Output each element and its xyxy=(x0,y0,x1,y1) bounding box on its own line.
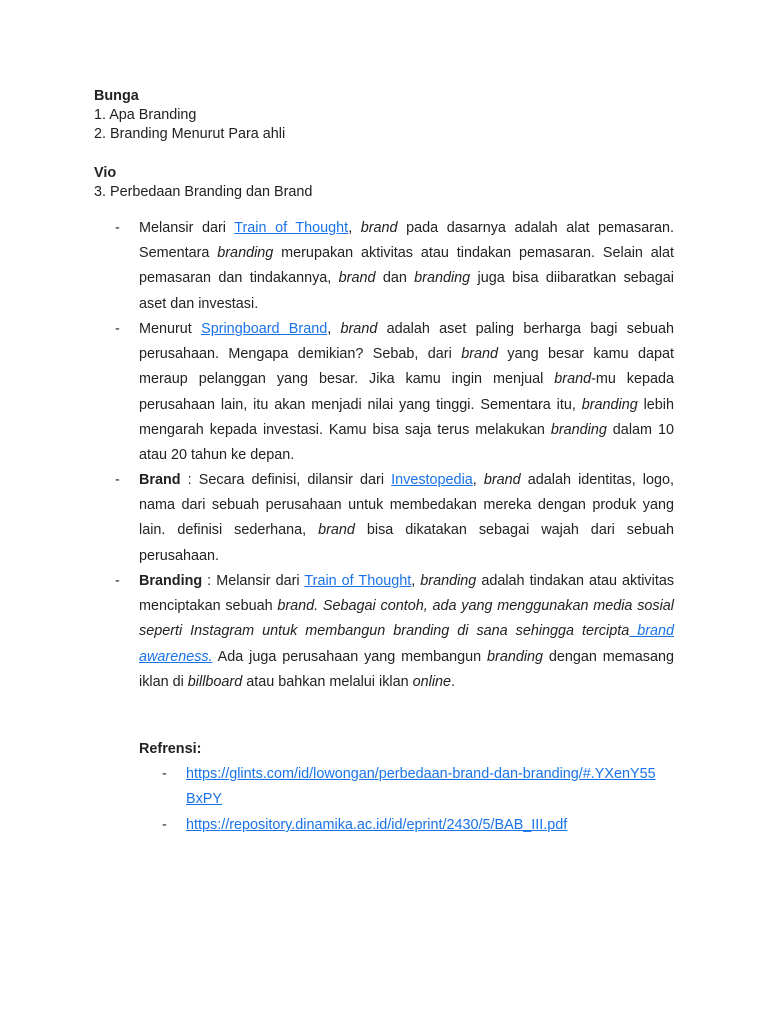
references-heading: Refrensi: xyxy=(139,741,202,757)
author-heading-vio: Vio xyxy=(94,165,117,181)
outline-item-1: 1. Apa Branding xyxy=(94,107,197,123)
bullet-dash: - xyxy=(115,321,120,337)
outline-item-2: 2. Branding Menurut Para ahli xyxy=(94,126,286,142)
bullet-paragraph-1: Melansir dari Train of Thought, brand pada dasarnya adalah alat pemasaran. Sementara branding merupakan aktivitas atau tindakan pemasaran. Selain alat pemasaran dan tindakannya, brand dan branding juga bisa diibaratkan sebagai aset dan investasi. xyxy=(139,220,674,312)
reference-dash: - xyxy=(162,766,167,782)
reference-dash: - xyxy=(162,817,167,833)
bullet-dash: - xyxy=(115,573,120,589)
link-brand-awareness[interactable]: brand awareness. xyxy=(139,623,675,665)
bullet-paragraph-2: Menurut Springboard Brand, brand adalah aset paling berharga bagi sebuah perusahaan. Mengapa demikian? Sebab, dari brand yang besar kamu dapat meraup pelanggan yang besar. Jika kamu ingin menjual brand-mu kepada perusahaan lain, itu akan menjadi nilai yang tinggi. Sementara itu, branding lebih mengarah kepada investasi. Kamu bisa saja terus melakukan branding dalam 10 atau 20 tahun ke depan. xyxy=(139,321,674,464)
bullet-dash: - xyxy=(115,472,120,488)
reference-link-glints[interactable]: https://glints.com/id/lowongan/perbedaan-brand-dan-branding/#.YXenY55BxPY xyxy=(186,766,656,808)
bullet-paragraph-4: Branding : Melansir dari Train of Thought, branding adalah tindakan atau aktivitas menciptakan sebuah brand. Sebagai contoh, ada yang menggunakan media sosial seperti Instagram untuk membangun branding di sana sehingga tercipta brand awareness. Ada juga perusahaan yang membangun branding dengan memasang iklan di billboard atau bahkan melalui iklan online. xyxy=(139,573,675,690)
bullet-dash: - xyxy=(115,220,120,236)
outline-item-3: 3. Perbedaan Branding dan Brand xyxy=(94,184,313,200)
bullet-paragraph-3: Brand : Secara definisi, dilansir dari Investopedia, brand adalah identitas, logo, nama dari sebuah perusahaan untuk membedakan mereka dengan produk yang lain. definisi sederhana, brand bisa dikatakan sebagai wajah dari sebuah perusahaan. xyxy=(139,472,675,564)
link-springboard-brand[interactable]: Springboard Brand xyxy=(201,321,328,337)
author-heading-bunga: Bunga xyxy=(94,88,139,104)
link-train-of-thought[interactable]: Train of Thought xyxy=(234,220,349,236)
link-investopedia[interactable]: Investopedia xyxy=(391,472,473,488)
reference-link-repository[interactable]: https://repository.dinamika.ac.id/id/eprint/2430/5/BAB_III.pdf xyxy=(186,817,568,833)
link-train-of-thought-2[interactable]: Train of Thought xyxy=(304,573,412,589)
